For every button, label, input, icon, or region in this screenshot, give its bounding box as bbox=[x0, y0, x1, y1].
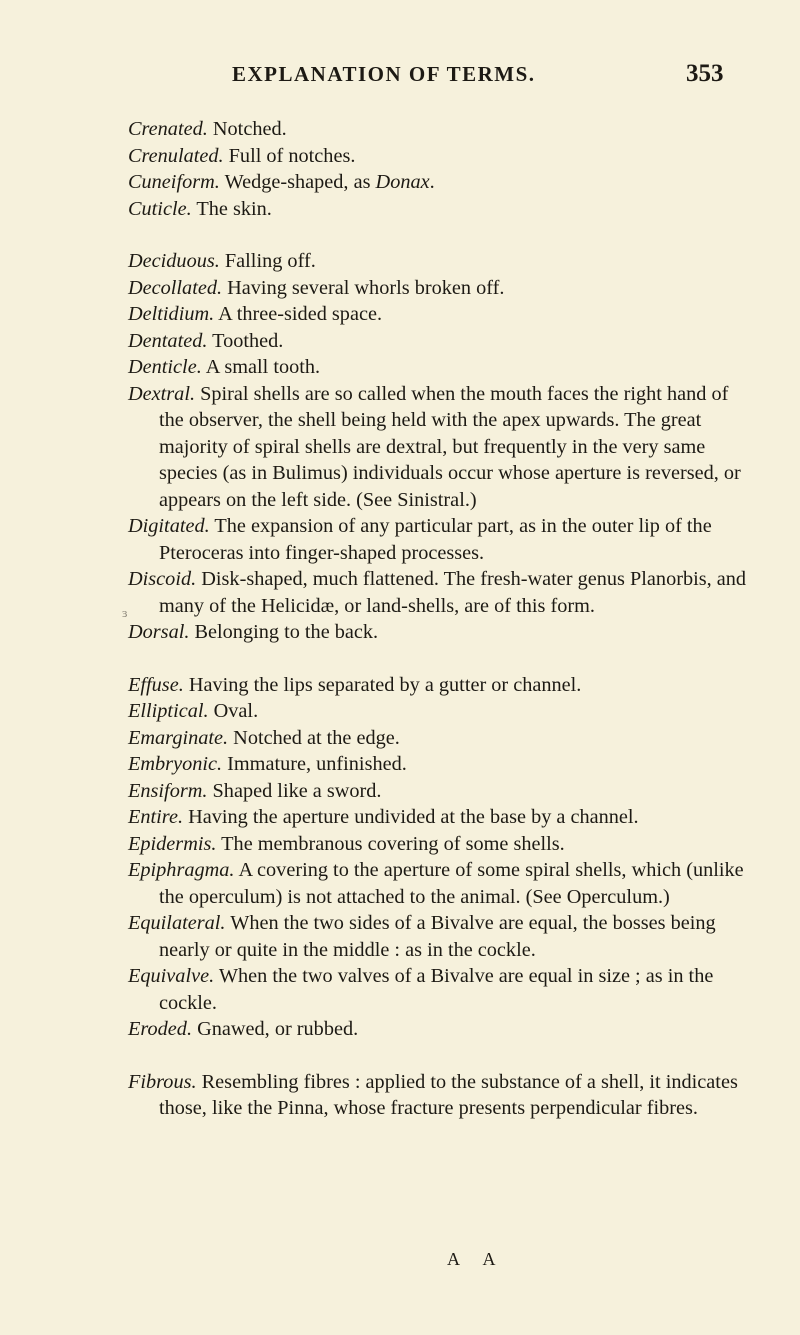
entry-term: Dextral. bbox=[128, 382, 196, 405]
entry-term: Entire. bbox=[128, 806, 184, 828]
glossary-entry bbox=[128, 301, 748, 328]
entry-definition: Shaped like a sword. bbox=[212, 779, 382, 802]
entry-definition: Notched. bbox=[212, 118, 287, 140]
glossary-entry bbox=[128, 116, 748, 143]
entry-definition: Oval. bbox=[213, 700, 259, 722]
entry-term: Epidermis. bbox=[128, 832, 217, 855]
glossary-entry bbox=[128, 619, 748, 646]
glossary-entry bbox=[128, 751, 748, 778]
glossary-entry bbox=[128, 778, 748, 805]
glossary-entry bbox=[128, 169, 748, 196]
glossary-entry bbox=[128, 381, 748, 514]
entry-definition-italic: Donax bbox=[375, 171, 430, 193]
glossary-entry bbox=[128, 513, 748, 566]
page-header bbox=[0, 62, 800, 96]
entry-definition-end: . bbox=[429, 171, 435, 193]
entry-term: Discoid. bbox=[128, 568, 197, 590]
entry-definition: Disk-shaped, much flattened. The fresh-water genus Planorbis, and many of the Helicidæ, or land-shells, are of this form. bbox=[159, 568, 747, 617]
entry-term: Cuneiform. bbox=[128, 171, 220, 193]
glossary-entry bbox=[128, 804, 748, 831]
entry-term: Effuse. bbox=[128, 673, 184, 696]
entry-term: Equilateral. bbox=[128, 912, 226, 934]
glossary-entry bbox=[128, 566, 748, 619]
glossary-entry bbox=[128, 910, 748, 963]
glossary-group-c bbox=[128, 116, 748, 222]
entry-term: Fibrous. bbox=[128, 1070, 197, 1093]
entry-term: Emarginate. bbox=[128, 726, 229, 749]
entry-term: Crenulated. bbox=[128, 144, 224, 167]
entry-definition: Having the aperture undivided at the base by a channel. bbox=[188, 806, 639, 828]
glossary-entry bbox=[128, 275, 748, 302]
entry-definition: Belonging to the back. bbox=[194, 621, 379, 643]
entry-definition: When the two sides of a Bivalve are equal, the bosses being nearly or quite in the middle : as in the cockle. bbox=[159, 912, 716, 961]
entry-term: Denticle. bbox=[128, 356, 202, 378]
glossary-entries bbox=[128, 116, 748, 1122]
entry-definition: A three-sided space. bbox=[218, 303, 383, 325]
entry-definition: Falling off. bbox=[224, 250, 316, 272]
entry-definition: Spiral shells are so called when the mouth faces the right hand of the observer, the shell being held with the apex upwards. The great majority of spiral shells are dextral, but frequently in the very same species (as in Bulimus) individuals occur whose aperture is reversed, or appears on the left side. (See Sinistral.) bbox=[159, 382, 741, 511]
entry-term: Deltidium. bbox=[128, 303, 215, 325]
glossary-entry bbox=[128, 963, 748, 1016]
glossary-entry bbox=[128, 857, 748, 910]
glossary-entry bbox=[128, 248, 748, 275]
entry-definition: The skin. bbox=[196, 197, 272, 220]
entry-definition: Full of notches. bbox=[228, 144, 356, 167]
entry-definition: Wedge-shaped, as bbox=[224, 171, 376, 193]
entry-term: Elliptical. bbox=[128, 700, 209, 722]
entry-term: Deciduous. bbox=[128, 250, 220, 272]
entry-definition: Having several whorls broken off. bbox=[227, 276, 505, 299]
entry-term: Decollated. bbox=[128, 276, 223, 299]
glossary-entry bbox=[128, 831, 748, 858]
glossary-group-d bbox=[128, 248, 748, 646]
glossary-entry bbox=[128, 328, 748, 355]
entry-term: Embryonic. bbox=[128, 753, 223, 775]
entry-term: Digitated. bbox=[128, 515, 210, 537]
glossary-entry bbox=[128, 196, 748, 223]
entry-definition: Gnawed, or rubbed. bbox=[197, 1018, 359, 1040]
entry-definition: The expansion of any particular part, as in the outer lip of the Pteroceras into finger-shaped processes. bbox=[159, 515, 712, 564]
entry-term: Eroded. bbox=[128, 1018, 193, 1040]
entry-term: Dentated. bbox=[128, 329, 208, 352]
entry-definition: Toothed. bbox=[212, 329, 284, 352]
entry-definition: Notched at the edge. bbox=[233, 726, 400, 749]
signature-mark: A A bbox=[447, 1249, 506, 1269]
margin-mark: ɜ bbox=[122, 605, 128, 620]
entry-definition: Having the lips separated by a gutter or channel. bbox=[188, 673, 582, 696]
entry-term: Crenated. bbox=[128, 118, 208, 140]
glossary-entry bbox=[128, 1069, 748, 1122]
glossary-group-e bbox=[128, 672, 748, 1043]
glossary-entry bbox=[128, 698, 748, 725]
entry-definition: Immature, unfinished. bbox=[227, 753, 407, 775]
entry-definition: Resembling fibres : applied to the substance of a shell, it indicates those, like the Pinna, whose fracture presents perpendicular fibres. bbox=[159, 1070, 738, 1119]
glossary-entry bbox=[128, 143, 748, 170]
page-number: 353 bbox=[686, 60, 724, 87]
glossary-entry bbox=[128, 354, 748, 381]
glossary-group-f bbox=[128, 1069, 748, 1122]
entry-term: Ensiform. bbox=[128, 779, 208, 802]
entry-definition: The membranous covering of some shells. bbox=[221, 832, 565, 855]
running-title: EXPLANATION OF TERMS. bbox=[232, 62, 536, 86]
glossary-entry bbox=[128, 1016, 748, 1043]
glossary-entry bbox=[128, 672, 748, 699]
entry-term: Cuticle. bbox=[128, 197, 192, 220]
entry-term: Dorsal. bbox=[128, 621, 190, 643]
entry-term: Epiphragma. bbox=[128, 859, 235, 881]
entry-term: Equivalve. bbox=[128, 965, 215, 987]
entry-definition: When the two valves of a Bivalve are equal in size ; as in the cockle. bbox=[159, 965, 714, 1014]
entry-definition: A small tooth. bbox=[205, 356, 321, 378]
entry-definition: A covering to the aperture of some spiral shells, which (unlike the operculum) is not attached to the animal. (See Operculum.) bbox=[159, 859, 744, 908]
glossary-entry bbox=[128, 725, 748, 752]
